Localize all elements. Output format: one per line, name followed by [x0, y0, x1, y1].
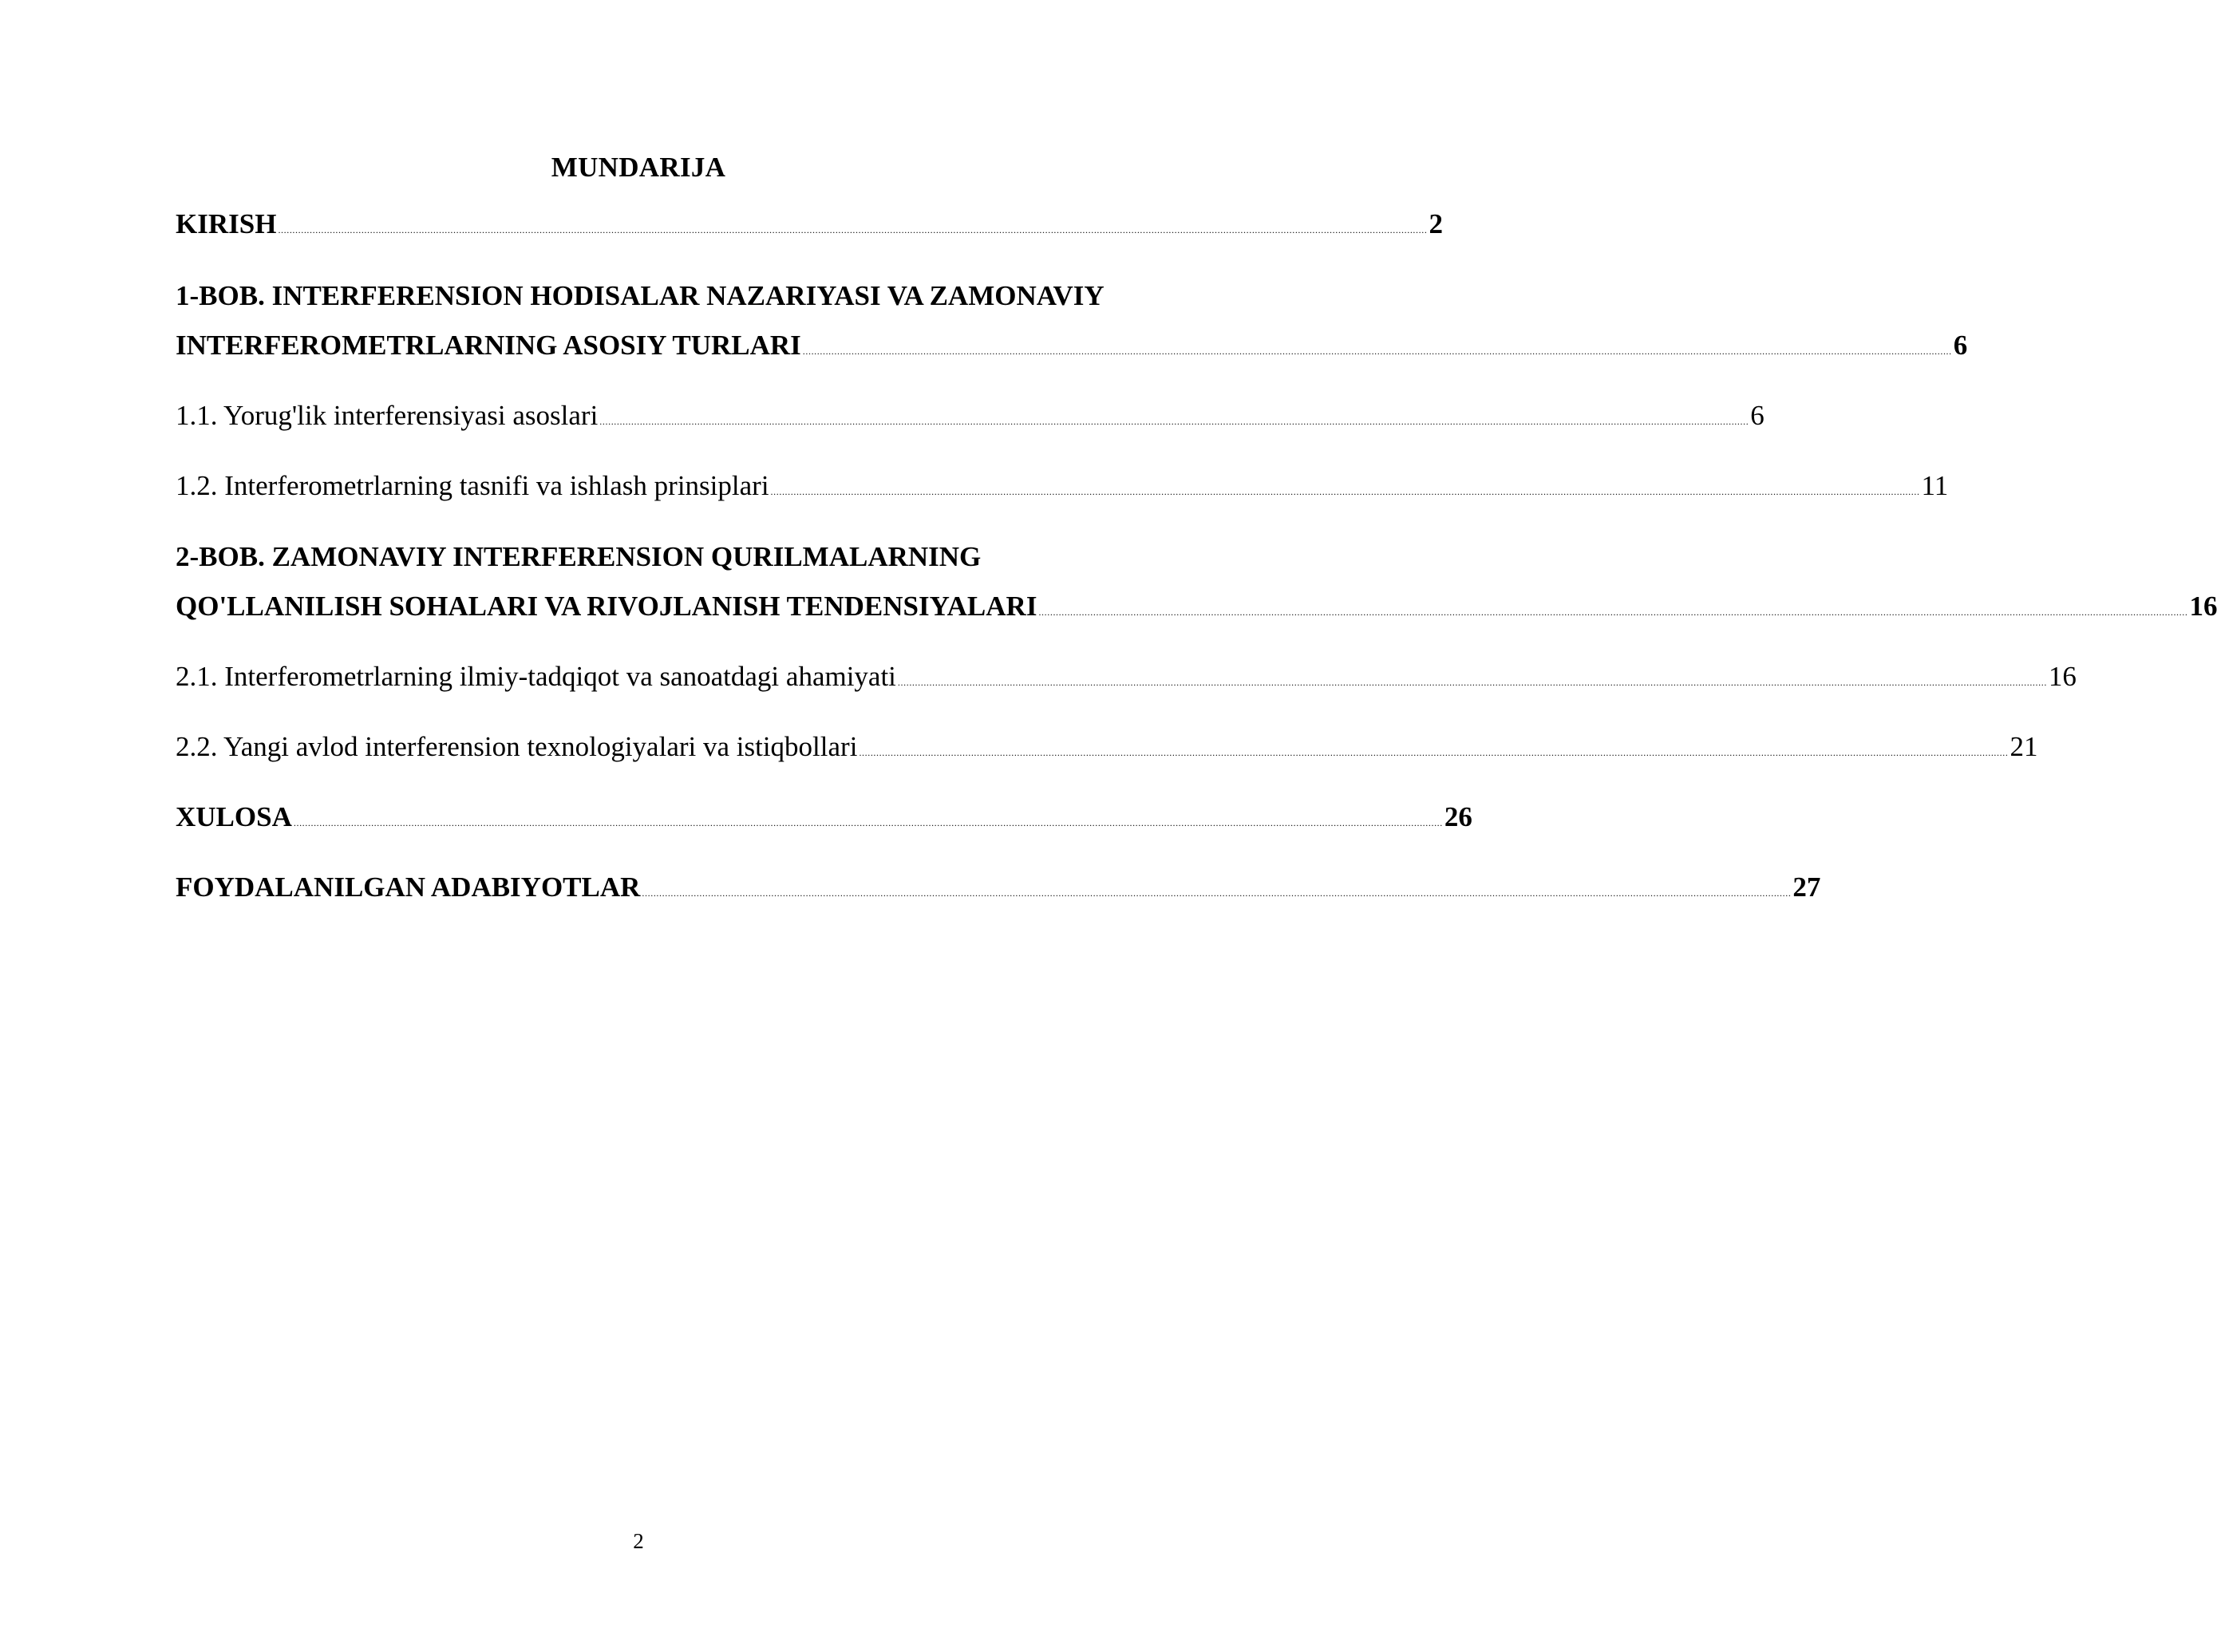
toc-entry-title-line-1: 2-BOB. ZAMONAVIY INTERFERENSION QURILMALARNING	[176, 541, 982, 572]
toc-entry-section-1-1[interactable]	[176, 391, 1765, 446]
toc-entry-title-line-1: 1-BOB. INTERFERENSION HODISALAR NAZARIYASI VA ZAMONAVIY	[176, 280, 1105, 311]
toc-page-number: 6	[1750, 400, 1765, 431]
dot-leader: ................................................................................................................................................................................................................................................................................................................................................................................................................	[1038, 607, 2188, 618]
toc-page-number: 21	[2010, 731, 2038, 762]
toc-page-number: 2	[1429, 208, 1443, 239]
toc-entry-kirish[interactable]	[176, 200, 1443, 255]
toc-entry-section-1-2[interactable]	[176, 461, 1949, 516]
toc-entry-section-2-1[interactable]	[176, 652, 2077, 707]
dot-leader: ................................................................................................................................................................................................................................................................................................................................................................................................................	[802, 346, 1952, 357]
toc-title: MUNDARIJA	[551, 152, 726, 183]
page-number: 2	[633, 1529, 644, 1553]
toc-page-number: 16	[2048, 661, 2077, 692]
toc-entry-title: 1.1. Yorug'lik interferensiyasi asoslari	[176, 400, 599, 431]
toc-entry-title: KIRISH	[176, 208, 277, 239]
toc-entry-title: 2.1. Interferometrlarning ilmiy-tadqiqot va sanoatdagi ahamiyati	[176, 661, 896, 692]
toc-entry-title: 1.2. Interferometrlarning tasnifi va ishlash prinsiplari	[176, 470, 769, 501]
toc-entry-references[interactable]	[176, 863, 1821, 918]
toc-page-number: 26	[1444, 801, 1472, 832]
dot-leader: ................................................................................................................................................................................................................................................................................................................................................................................................................	[770, 486, 1920, 497]
toc-page-number: 16	[2189, 591, 2217, 622]
toc-entry-title-line-2: QO'LLANILISH SOHALARI VA RIVOJLANISH TENDENSIYALARI	[176, 591, 1037, 622]
dot-leader: ................................................................................................................................................................................................................................................................................................................................................................................................................	[897, 677, 2047, 688]
toc-page-number: 27	[1792, 871, 1821, 903]
dot-leader: ................................................................................................................................................................................................................................................................................................................................................................................................................	[859, 747, 2009, 758]
dot-leader: ................................................................................................................................................................................................................................................................................................................................................................................................................	[278, 224, 1428, 235]
toc-entry-section-2-2[interactable]	[176, 722, 2038, 777]
toc-entry-chapter-2[interactable]	[176, 532, 2217, 637]
toc-entry-xulosa[interactable]	[176, 792, 1472, 848]
toc-page-number: 11	[1921, 470, 1949, 501]
toc-entry-chapter-1[interactable]	[176, 271, 1968, 376]
toc-entry-title: FOYDALANILGAN ADABIYOTLAR	[176, 871, 641, 903]
toc-entry-title: 2.2. Yangi avlod interferension texnologiyalari va istiqbollari	[176, 731, 858, 762]
toc-entry-title: XULOSA	[176, 801, 292, 832]
dot-leader: ................................................................................................................................................................................................................................................................................................................................................................................................................	[599, 416, 1749, 427]
dot-leader: ................................................................................................................................................................................................................................................................................................................................................................................................................	[642, 887, 1792, 899]
toc-page-number: 6	[1953, 330, 1968, 361]
toc-entry-title-line-2: INTERFEROMETRLARNING ASOSIY TURLARI	[176, 330, 801, 361]
dot-leader: ................................................................................................................................................................................................................................................................................................................................................................................................................	[293, 817, 1443, 828]
